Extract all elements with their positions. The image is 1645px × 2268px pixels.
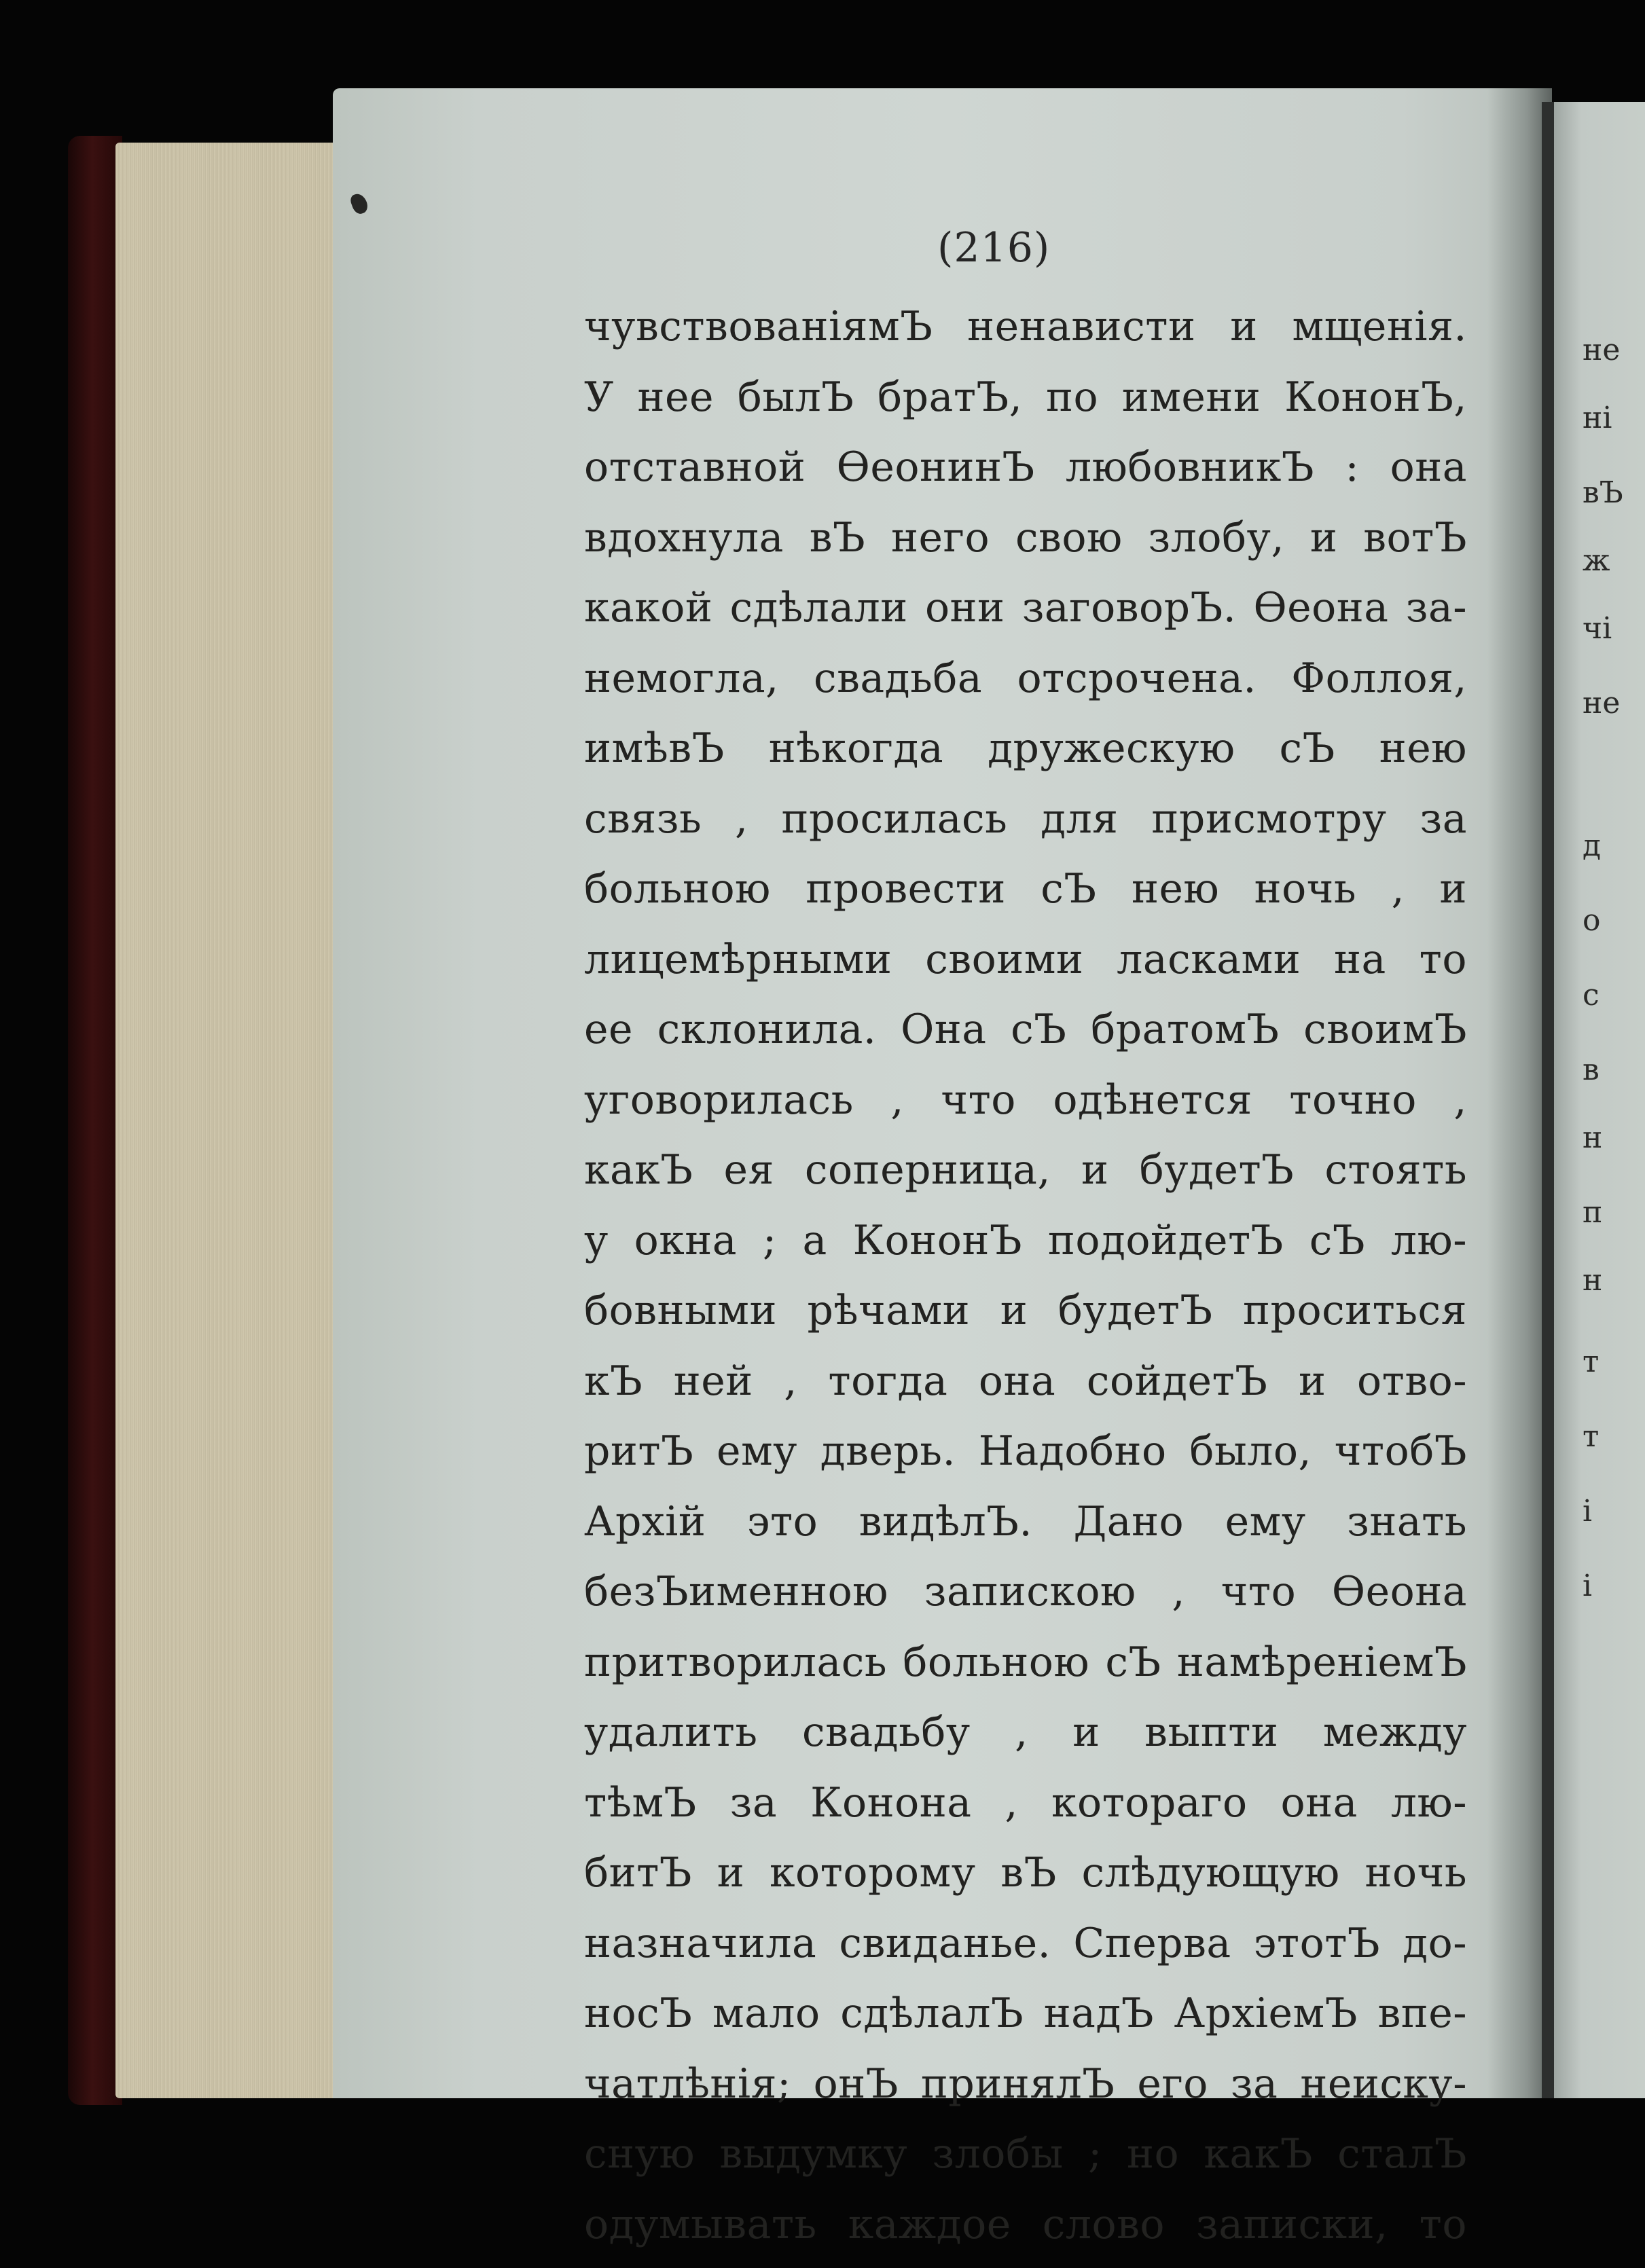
text-line: отставной ѲеонинЪ любовникЪ : она	[584, 443, 1467, 491]
text-line: У нее былЪ братЪ, по имени КононЪ,	[584, 373, 1467, 421]
text-line: удалить свадьбу , и выпти между	[584, 1708, 1467, 1756]
right-page-fragment-line: не	[1583, 333, 1621, 367]
text-line: притворилась больною сЪ намѣреніемЪ	[584, 1638, 1467, 1686]
right-page-fragment-line: вЪ	[1583, 475, 1623, 510]
right-page-fragment-line: т	[1583, 1345, 1599, 1379]
text-line: чатлѣнія; онЪ принялЪ его за неиску-	[584, 2060, 1467, 2108]
text-line: безЪименною запискою , что Ѳеона	[584, 1568, 1467, 1615]
text-line: назначила свиданье. Сперва этотЪ до-	[584, 1919, 1467, 1967]
book-spine	[1542, 102, 1554, 2098]
right-page-fragment-line: с	[1583, 978, 1599, 1012]
text-line: немогла, свадьба отсрочена. Фоллоя,	[584, 654, 1467, 702]
right-page-fragment-line: п	[1583, 1195, 1603, 1230]
page-text-block	[584, 292, 1467, 2260]
text-line: связь , просилась для присмотру за	[584, 794, 1467, 843]
right-page-fragment-line: о	[1583, 903, 1601, 938]
text-line: чувствованіямЪ ненависти и мщенія.	[584, 303, 1467, 350]
text-line: одумывать каждое слово записки, то	[584, 2200, 1467, 2248]
right-page-fragment-line: ні	[1583, 401, 1612, 435]
text-line: кЪ ней , тогда она сойдетЪ и отво-	[584, 1357, 1467, 1405]
text-line: какЪ ея соперница, и будетЪ стоять	[584, 1146, 1467, 1194]
text-line: бовными рѣчами и будетЪ проситься	[584, 1287, 1467, 1334]
right-page-fragment-line: і	[1583, 1494, 1593, 1529]
text-line: у окна ; а КононЪ подойдетЪ сЪ лю-	[584, 1216, 1467, 1264]
right-page-fragment-line: в	[1583, 1053, 1599, 1087]
page-edges	[115, 143, 346, 2098]
right-page-fragment-line: н	[1583, 1263, 1603, 1298]
text-line: носЪ мало сдѣлалЪ надЪ АрхіемЪ впе-	[584, 1990, 1467, 2037]
text-line: какой сдѣлали они заговорЪ. Ѳеона за-	[584, 584, 1467, 632]
page-number: (216)	[937, 224, 1051, 272]
right-page-fragment-line: чі	[1583, 611, 1612, 646]
text-line: больною провести сЪ нею ночь , и	[584, 865, 1467, 913]
text-line: Архій это видѣлЪ. Дано ему знать	[584, 1497, 1467, 1545]
right-page-fragment-line: н	[1583, 1120, 1603, 1155]
text-line: лицемѣрными своими ласками на то	[584, 935, 1467, 983]
text-line: битЪ и которому вЪ слѣдующую ночь	[584, 1849, 1467, 1897]
text-line: ее склонила. Она сЪ братомЪ своимЪ	[584, 1006, 1467, 1053]
text-line: вдохнула вЪ него свою злобу, и вотЪ	[584, 513, 1467, 562]
text-line: тѣмЪ за Конона , котораго она лю-	[584, 1778, 1467, 1827]
book-cover-edge	[68, 136, 122, 2105]
right-page-fragment-line: т	[1583, 1419, 1599, 1454]
text-line: сную выдумку злобы ; но какЪ сталЪ	[584, 2130, 1467, 2178]
text-line: имѣвЪ нѣкогда дружескую сЪ нею	[584, 725, 1467, 772]
text-line: уговорилась , что одѣнется точно ,	[584, 1076, 1467, 1124]
right-page-fragment-line: і	[1583, 1569, 1593, 1603]
right-page-fragment-line: д	[1583, 828, 1602, 863]
text-line: ритЪ ему дверь. Надобно было, чтобЪ	[584, 1427, 1467, 1475]
right-page-fragment-line: ж	[1583, 543, 1610, 578]
right-page-fragment-line: не	[1583, 686, 1621, 720]
